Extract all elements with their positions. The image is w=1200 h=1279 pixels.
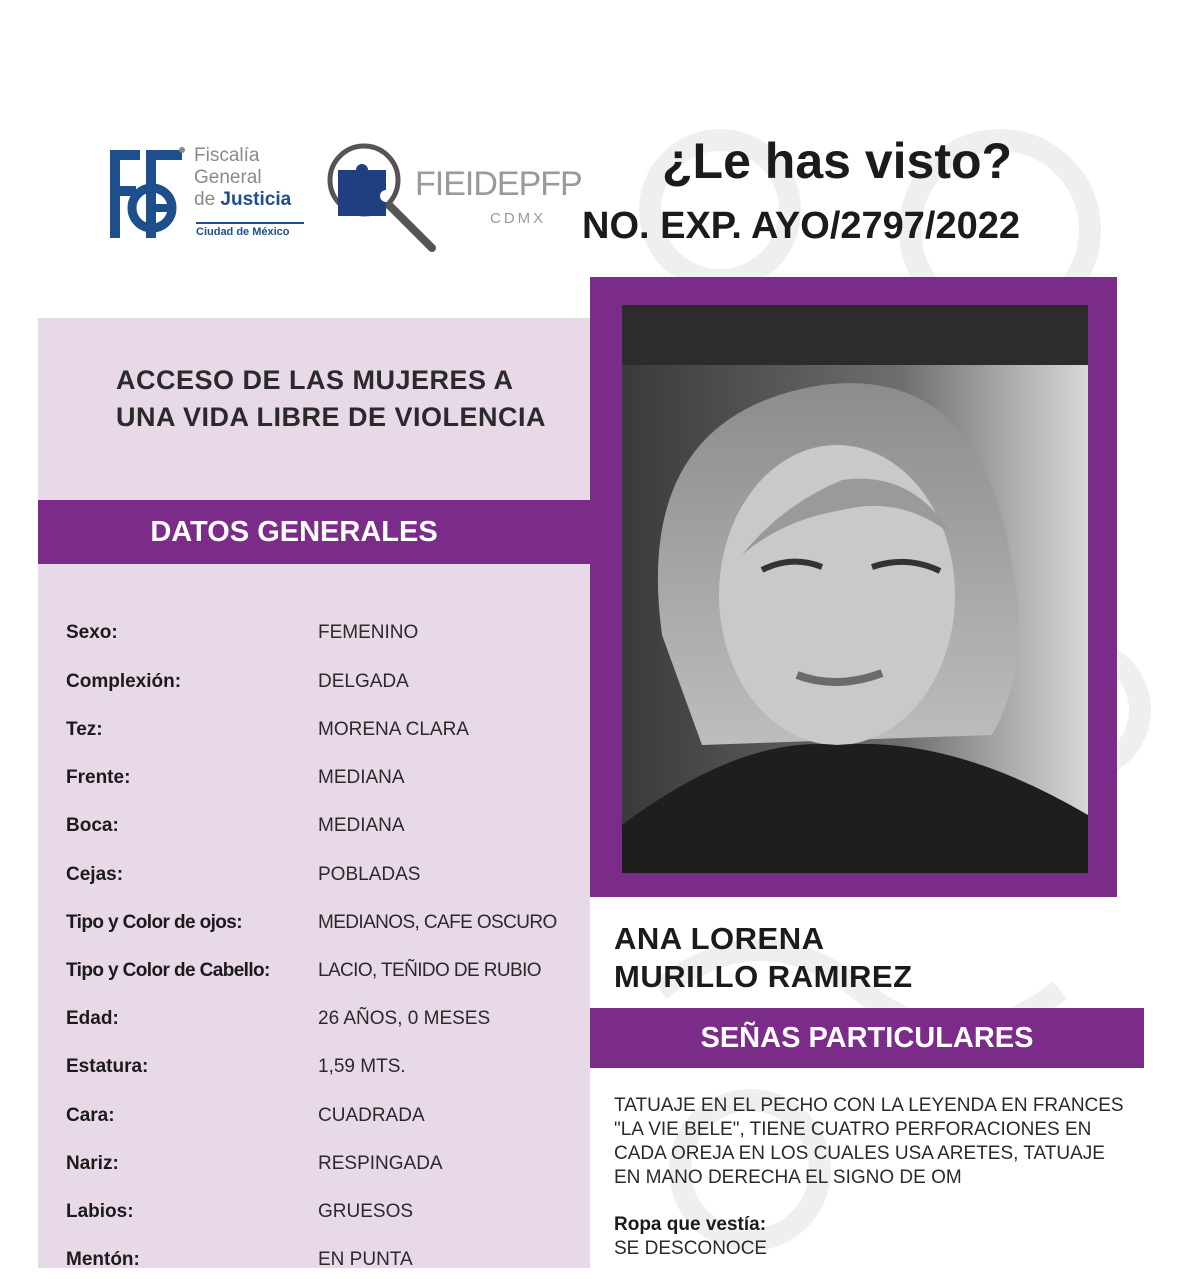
datos-row: [66, 815, 566, 845]
datos-label: Cejas:: [66, 864, 124, 885]
fgj-line-3: [194, 189, 291, 211]
senas-particulares-text: TATUAJE EN EL PECHO CON LA LEYENDA EN FRANCES "LA VIE BELE", TIENE CUATRO PERFORACIONES EN CADA OREJA EN LOS CUALES USA ARETES, TATUAJE EN MANO DERECHA EL SIGNO DE OM: [614, 1095, 1124, 1188]
fie-logo-sub: CDMX: [490, 210, 547, 227]
datos-label: Tipo y Color de ojos:: [66, 912, 242, 933]
datos-row: [66, 960, 566, 990]
datos-row: [66, 1201, 566, 1231]
datos-row: [66, 1105, 566, 1135]
fgj-line-3-prefix: de: [194, 189, 216, 210]
person-name-line-1: ANA LORENA: [614, 921, 825, 956]
datos-label: Sexo:: [66, 622, 118, 643]
datos-value: EN PUNTA: [318, 1249, 413, 1270]
datos-label: Mentón:: [66, 1249, 140, 1270]
ropa-label: Ropa que vestía:: [614, 1214, 767, 1235]
datos-label: Tipo y Color de Cabello:: [66, 960, 270, 981]
datos-row: [66, 1008, 566, 1038]
senas-particulares-header: SEÑAS PARTICULARES: [590, 1008, 1144, 1068]
datos-generales-label: DATOS GENERALES: [150, 516, 438, 548]
datos-value: FEMENINO: [318, 622, 419, 643]
datos-label: Cara:: [66, 1105, 115, 1126]
datos-value: MORENA CLARA: [318, 719, 469, 740]
datos-value: MEDIANOS, CAFE OSCURO: [318, 912, 557, 933]
datos-value: MEDIANA: [318, 767, 405, 788]
datos-value: CUADRADA: [318, 1105, 425, 1126]
datos-value: 1,59 MTS.: [318, 1056, 406, 1077]
datos-value: 26 AÑOS, 0 MESES: [318, 1008, 491, 1029]
ropa-value: SE DESCONOCE: [614, 1238, 768, 1259]
fgj-subtitle: Ciudad de México: [196, 222, 304, 238]
poster-title: ¿Le has visto?: [662, 133, 1013, 189]
datos-row: [66, 1056, 566, 1086]
datos-label: Labios:: [66, 1201, 134, 1222]
datos-row: [66, 864, 566, 894]
fgj-line-3-strong: Justicia: [220, 189, 292, 210]
datos-label: Complexión:: [66, 671, 182, 692]
datos-row: [66, 719, 566, 749]
person-name: [614, 920, 913, 996]
datos-label: Frente:: [66, 767, 131, 788]
fgj-line-2: General: [194, 167, 262, 188]
datos-label: Tez:: [66, 719, 103, 740]
datos-value: RESPINGADA: [318, 1153, 443, 1174]
datos-row: [66, 622, 566, 652]
datos-value: GRUESOS: [318, 1201, 414, 1222]
datos-row: [66, 912, 566, 942]
datos-row: [66, 1249, 566, 1279]
datos-value: DELGADA: [318, 671, 409, 692]
fgj-logo-text: [194, 145, 291, 211]
fgj-logo-icon: [106, 146, 186, 242]
person-photo: [622, 305, 1088, 873]
datos-label: Boca:: [66, 815, 119, 836]
datos-row: [66, 1153, 566, 1183]
datos-row: [66, 671, 566, 701]
datos-label: Nariz:: [66, 1153, 119, 1174]
expediente-number: NO. EXP. AYO/2797/2022: [582, 205, 1021, 247]
datos-value: POBLADAS: [318, 864, 421, 885]
datos-label: Edad:: [66, 1008, 119, 1029]
datos-value: MEDIANA: [318, 815, 405, 836]
datos-row: [66, 767, 566, 797]
datos-generales-header: [38, 500, 590, 564]
datos-label: Estatura:: [66, 1056, 149, 1077]
datos-value: LACIO, TEÑIDO DE RUBIO: [318, 960, 541, 981]
person-name-line-2: MURILLO RAMIREZ: [614, 959, 913, 994]
fgj-line-1: Fiscalía: [194, 145, 260, 166]
program-name: ACCESO DE LAS MUJERES A UNA VIDA LIBRE DE VIOLENCIA: [116, 365, 547, 432]
fie-logo-text: FIEIDEPFP: [415, 165, 582, 203]
